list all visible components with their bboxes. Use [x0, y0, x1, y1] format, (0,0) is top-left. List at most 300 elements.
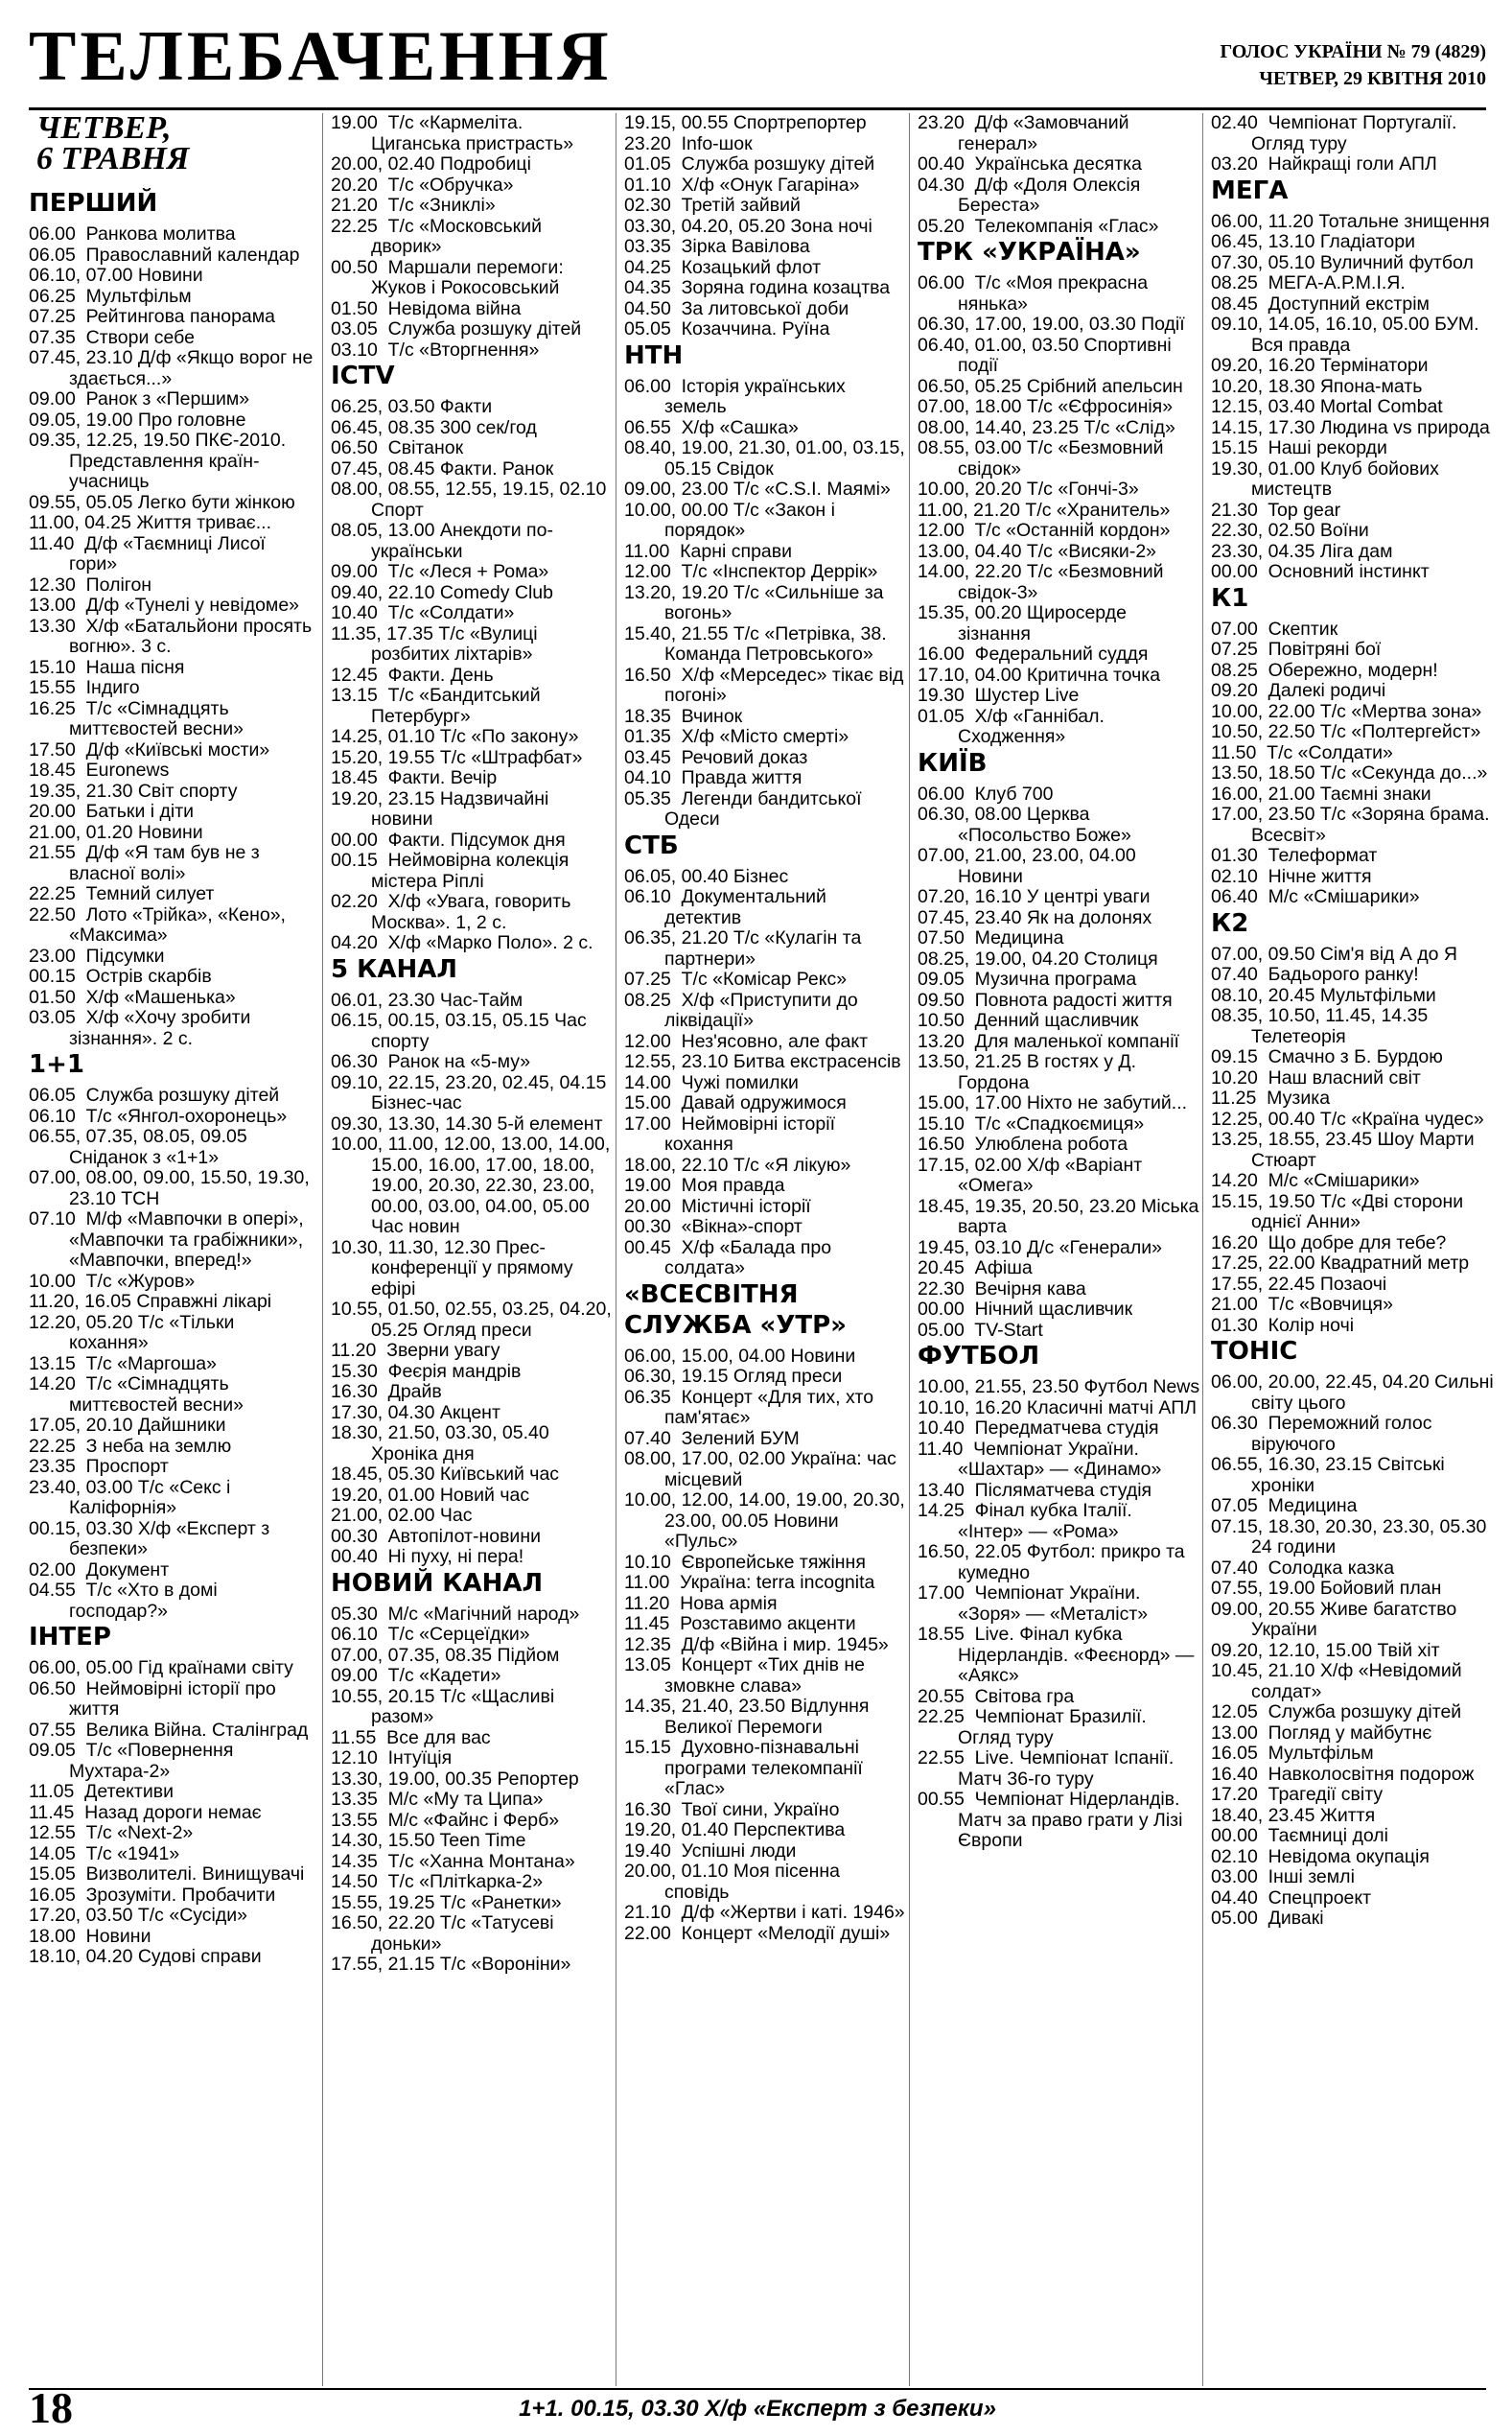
program-entry: 22.55 Live. Чемпіонат Іспанії. Матч 36-го туру [918, 1747, 1179, 1790]
channel-section [918, 113, 1201, 237]
program-entry: 16.05 Мультфільм [1211, 1743, 1374, 1764]
program-entry: 09.00 Т/с «Леся + Рома» [331, 561, 549, 582]
program-entry: 05.35 Легенди бандитської Одеси [624, 787, 867, 830]
column-4 [909, 112, 1204, 2386]
program-entry: 07.00, 07.35, 08.35 Підйом [331, 1644, 560, 1666]
program-entry: 03.45 Речовий доказ [624, 746, 808, 768]
program-entry: 20.00 Батьки і діти [29, 801, 195, 822]
program-entry: 04.40 Спецпроект [1211, 1886, 1372, 1909]
program-entry: 04.25 Козацький флот [624, 256, 822, 278]
program-entry: 16.00, 21.00 Таємні знаки [1211, 783, 1431, 805]
program-entry: 06.25 Мультфільм [29, 285, 192, 307]
program-entry: 10.00, 20.20 Т/с «Гончі-3» [918, 479, 1139, 500]
program-entry: 17.30, 04.30 Акцент [331, 1401, 500, 1423]
channel-name: НТН [624, 340, 684, 370]
program-entry: 08.45 Доступний екстрім [1211, 293, 1430, 315]
channel-section [331, 1568, 615, 1976]
program-entry: 03.30, 04.20, 05.20 Зона ночі [624, 215, 872, 237]
day-heading [36, 110, 316, 176]
program-entry: 07.55, 19.00 Бойовий план [1211, 1578, 1442, 1599]
program-entry: 12.00 Нез'ясовно, але факт [624, 1030, 869, 1052]
program-entry: 11.20 Зверни увагу [331, 1340, 500, 1361]
program-entry: 20.00, 02.40 Подробиці [331, 153, 531, 175]
program-entry: 07.00, 21.00, 23.00, 04.00 Новини [918, 845, 1142, 887]
program-entry: 12.05 Служба розшуку дітей [1211, 1701, 1462, 1722]
program-entry: 10.55, 01.50, 02.55, 03.25, 04.20, 05.25 Огляд преси [331, 1299, 617, 1341]
program-entry: 21.00, 01.20 Новини [29, 821, 203, 843]
program-entry: 22.25 Т/с «Московський дворик» [331, 215, 547, 257]
program-entry: 21.00, 02.00 Час [331, 1505, 473, 1526]
program-entry: 06.00, 15.00, 04.00 Новини [624, 1345, 856, 1367]
program-entry: 14.35 Т/с «Ханна Монтана» [331, 1850, 575, 1872]
program-entry: 03.20 Найкращі голи АПЛ [1211, 153, 1437, 175]
program-entry: 14.00, 22.20 Т/с «Безмовний свідок-3» [918, 561, 1169, 603]
program-entry: 15.10 Наша пісня [29, 656, 185, 678]
program-entry: 08.00, 17.00, 02.00 Україна: час місцевий [624, 1448, 902, 1490]
channel-name: МЕГА [1211, 176, 1289, 205]
channel-section [624, 340, 911, 831]
column-5 [1202, 112, 1500, 2386]
program-entry: 16.05 Зрозуміти. Пробачити [29, 1884, 276, 1906]
channel-name: ТРК «УКРАЇНА» [918, 238, 1141, 267]
program-entry: 16.50 Улюблена робота [918, 1134, 1128, 1155]
program-entry: 05.05 Козаччина. Руїна [624, 318, 830, 340]
program-entry: 09.00 Т/с «Кадети» [331, 1665, 501, 1686]
program-entry: 06.30, 17.00, 19.00, 03.30 Події [918, 314, 1185, 335]
program-entry: 06.30 Ранок на «5-му» [331, 1051, 531, 1072]
program-entry: 17.20, 03.50 Т/с «Сусіди» [29, 1905, 248, 1926]
program-entry: 02.00 Документ [29, 1558, 170, 1581]
program-entry: 13.20 Для маленької компанії [918, 1030, 1179, 1052]
program-entry: 13.00, 04.40 Т/с «Висяки-2» [918, 540, 1157, 562]
program-entry: 00.40 Українська десятка [918, 153, 1142, 175]
program-entry: 10.10, 16.20 Класичні матчі АПЛ [918, 1396, 1198, 1418]
program-entry: 19.20, 01.40 Перспектива [624, 1819, 846, 1840]
program-entry: 06.15, 00.15, 03.15, 05.15 Час спорту [331, 1010, 593, 1052]
program-entry: 23.35 Проспорт [29, 1456, 169, 1477]
program-entry: 12.35 Д/ф «Війна і мир. 1945» [624, 1633, 889, 1655]
program-entry: 15.15 Наші рекорди [1211, 437, 1387, 458]
program-entry: 09.00, 23.00 Т/с «C.S.I. Маямі» [624, 479, 891, 500]
program-entry: 05.20 Телекомпанія «Глас» [918, 215, 1159, 237]
program-entry: 07.40 Зелений БУМ [624, 1427, 800, 1449]
channel-section [1211, 1336, 1500, 1930]
program-entry: 19.45, 03.10 Д/с «Генерали» [918, 1236, 1163, 1258]
program-entry: 15.20, 19.55 Т/с «Штрафбат» [331, 746, 583, 768]
program-entry: 07.55 Велика Війна. Сталінград [29, 1719, 309, 1741]
program-entry: 15.40, 21.55 Т/с «Петрівка, 38. Команда Петровського» [624, 622, 893, 665]
channel-section [918, 1341, 1201, 1852]
program-entry: 08.25, 19.00, 04.20 Столиця [918, 948, 1158, 970]
program-entry: 00.40 Ні пуху, ні пера! [331, 1546, 524, 1567]
program-entry: 06.50 Світанок [331, 437, 464, 458]
program-entry: 06.10 Т/с «Янгол-охоронець» [29, 1105, 288, 1127]
masthead-title: ТЕЛЕБАЧЕННЯ [29, 17, 613, 96]
channel-name: ТОНІС [1211, 1337, 1298, 1366]
program-entry: 09.55, 05.05 Легко бути жінкою [29, 491, 295, 513]
program-entry: 00.15 Острів скарбів [29, 966, 212, 987]
channel-section [1211, 176, 1495, 583]
program-entry: 16.00 Федеральний суддя [918, 644, 1149, 665]
program-entry: 06.00, 05.00 Гід країнами світу [29, 1657, 293, 1678]
program-entry: 23.20 Д/ф «Замовчаний генерал» [918, 112, 1134, 154]
program-entry: 06.10 Документальний детектив [624, 886, 832, 928]
program-entry: 19.20, 01.00 Новий час [331, 1484, 530, 1506]
program-entry: 08.00, 08.55, 12.55, 19.15, 02.10 Спорт [331, 479, 612, 521]
program-entry: 16.50 Х/ф «Мерседес» тікає від погоні» [624, 664, 909, 706]
channel-name: ПЕРШИЙ [29, 189, 158, 218]
program-entry: 01.10 Х/ф «Онук Гагаріна» [624, 174, 860, 196]
program-entry: 00.00 Нічний щасливчик [918, 1299, 1133, 1320]
program-entry: 04.55 Т/с «Хто в домі господар?» [29, 1580, 223, 1622]
program-entry: 06.10 Т/с «Серцеїдки» [331, 1624, 530, 1645]
day-heading-weekday: ЧЕТВЕР, [36, 110, 172, 146]
channel-section [624, 113, 908, 340]
program-entry: 17.25, 22.00 Квадратний метр [1211, 1253, 1470, 1274]
program-entry: 10.20 Наш власний світ [1211, 1066, 1421, 1089]
program-entry: 09.20, 12.10, 15.00 Твій хіт [1211, 1639, 1440, 1661]
program-entry: 07.25 Рейтингова панорама [29, 306, 276, 327]
program-entry: 13.30, 19.00, 00.35 Репортер [331, 1768, 579, 1790]
program-entry: 13.50, 21.25 В гостях у Д. Гордона [918, 1051, 1142, 1093]
program-entry: 20.00 Містичні історії [624, 1195, 811, 1217]
channel-section [918, 237, 1201, 748]
program-entry: 15.15 Духовно-пізнавальні програми телекомпанії «Глас» [624, 1737, 869, 1799]
program-entry: 08.40, 19.00, 21.30, 01.00, 03.15, 05.15 Свідок [624, 437, 911, 480]
program-entry: 07.30, 05.10 Вуличний футбол [1211, 251, 1474, 273]
program-entry: 12.10 Інтуїція [331, 1747, 453, 1768]
channel-name: ІНТЕР [29, 1623, 111, 1651]
program-entry: 21.55 Д/ф «Я там був не з власної волі» [29, 842, 266, 884]
program-entry: 19.30 Шустер Live [918, 685, 1080, 706]
column-3 [616, 112, 911, 2386]
program-entry: 06.00 Ранкова молитва [29, 223, 236, 245]
program-entry: 23.20 Info-шок [624, 132, 753, 154]
program-entry: 09.10, 22.15, 23.20, 02.45, 04.15 Бізнес-час [331, 1071, 612, 1113]
program-entry: 07.10 М/ф «Мавпочки в опері», «Мавпочки та грабіжники», «Мавпочки, вперед!» [29, 1208, 310, 1271]
program-entry: 10.00, 22.00 Т/с «Мертва зона» [1211, 700, 1482, 722]
program-entry: 02.20 Х/ф «Увага, говорить Москва». 1, 2 с. [331, 891, 576, 933]
program-entry: 17.55, 22.45 Позаочі [1211, 1273, 1387, 1295]
page-number: 18 [29, 2383, 73, 2432]
program-entry: 12.55 Т/с «Next-2» [29, 1822, 194, 1843]
program-entry: 11.45 Розставимо акценти [624, 1613, 856, 1634]
program-entry: 06.55, 16.30, 23.15 Світські хроніки [1211, 1454, 1451, 1496]
program-entry: 08.00, 14.40, 23.25 Т/с «Слід» [918, 416, 1175, 438]
program-entry: 01.50 Невідома війна [331, 297, 522, 319]
program-entry: 22.25 З неба на землю [29, 1435, 232, 1457]
program-entry: 07.00, 09.50 Сім'я від А до Я [1211, 943, 1458, 965]
program-entry: 12.15, 03.40 Mortal Combat [1211, 396, 1443, 417]
program-entry: 12.00 Т/с «Інспектор Деррік» [624, 561, 878, 582]
program-entry: 17.10, 04.00 Критична точка [918, 664, 1161, 686]
program-entry: 18.00 Новини [29, 1925, 151, 1947]
program-entry: 18.10, 04.20 Судові справи [29, 1946, 262, 1967]
program-entry: 13.40 Післяматчева студія [918, 1479, 1152, 1501]
program-entry: 06.45, 08.35 300 сек/год [331, 416, 537, 438]
program-entry: 06.00 Історія українських земель [624, 375, 851, 417]
program-entry: 22.50 Лото «Трійка», «Кено», «Максима» [29, 903, 291, 946]
program-entry: 09.50 Повнота радості життя [918, 989, 1173, 1011]
channel-name: К1 [1211, 583, 1249, 613]
program-entry: 20.45 Афіша [918, 1257, 1033, 1278]
program-entry: 19.35, 21.30 Світ спорту [29, 780, 238, 802]
program-entry: 14.25 Фінал кубка Італії. «Інтер» — «Рома» [918, 1500, 1138, 1542]
program-entry: 09.20, 16.20 Термінатори [1211, 355, 1429, 376]
program-entry: 12.25, 00.40 Т/с «Країна чудес» [1211, 1108, 1484, 1130]
program-entry: 11.25 Музика [1211, 1088, 1331, 1109]
channel-section [29, 1622, 316, 1968]
program-entry: 07.45, 08.45 Факти. Ранок [331, 457, 554, 480]
program-entry: 06.30 Переможний голос віруючого [1211, 1413, 1437, 1455]
program-entry: 10.45, 21.10 Х/ф «Невідомий солдат» [1211, 1660, 1468, 1702]
program-entry: 10.00, 12.00, 14.00, 19.00, 20.30, 23.00, 00.05 Новини «Пульс» [624, 1489, 911, 1552]
program-entry: 10.00, 21.55, 23.50 Футбол News [918, 1376, 1200, 1397]
program-entry: 12.30 Полігон [29, 574, 152, 596]
program-entry: 21.30 Top gear [1211, 499, 1341, 521]
program-entry: 20.20 Т/с «Обручка» [331, 174, 514, 196]
program-entry: 11.20, 16.05 Справжні лікарі [29, 1291, 272, 1312]
program-entry: 10.30, 11.30, 12.30 Прес-конференції у прямому ефірі [331, 1236, 579, 1300]
program-entry: 13.55 М/с «Файнс і Ферб» [331, 1809, 560, 1831]
program-entry: 16.30 Драйв [331, 1381, 442, 1402]
program-entry: 11.00, 04.25 Життя триває... [29, 512, 271, 533]
program-entry: 06.00, 20.00, 22.45, 04.20 Сильні світу цього [1211, 1371, 1500, 1414]
program-entry: 00.00 Факти. Підсумок дня [331, 829, 566, 851]
program-entry: 03.05 Х/ф «Хочу зробити зізнання». 2 с. [29, 1007, 256, 1049]
program-entry: 17.00 Неймовірні історії кохання [624, 1113, 841, 1155]
program-entry: 11.50 Т/с «Солдати» [1211, 741, 1393, 763]
program-entry: 08.25 Обережно, модерн! [1211, 659, 1438, 681]
channel-name: ФУТБОЛ [918, 1342, 1040, 1370]
program-entry: 06.55, 07.35, 08.05, 09.05 Сніданок з «1+1» [29, 1126, 253, 1168]
channel-section [29, 188, 316, 1049]
program-entry: 13.15 Т/с «Маргоша» [29, 1352, 217, 1374]
program-entry: 23.00 Підсумки [29, 945, 165, 967]
program-entry: 03.35 Зірка Вавілова [624, 236, 810, 257]
channel-name: «ВСЕСВІТНЯ СЛУЖБА «УТР» [624, 1279, 847, 1340]
channel-name: КИЇВ [918, 748, 988, 778]
program-entry: 18.35 Вчинок [624, 705, 743, 727]
program-entry: 19.15, 00.55 Спортрепортер [624, 112, 867, 133]
program-entry: 13.05 Концерт «Тих днів не змовкне слава» [624, 1654, 871, 1697]
program-entry: 14.05 Т/с «1941» [29, 1842, 180, 1864]
program-entry: 04.35 Зоряна година козацтва [624, 277, 891, 298]
program-entry: 07.50 Медицина [918, 927, 1064, 949]
program-entry: 17.05, 20.10 Дайшники [29, 1415, 226, 1436]
program-entry: 02.30 Третій зайвий [624, 195, 801, 216]
program-entry: 20.00, 01.10 Моя пісенна сповідь [624, 1861, 846, 1903]
program-entry: 10.00 Т/с «Журов» [29, 1270, 196, 1292]
program-entry: 07.05 Медицина [1211, 1495, 1358, 1516]
column-1 [29, 110, 318, 2386]
program-entry: 17.00 Чемпіонат України. «Зоря» — «Металіст» [918, 1582, 1149, 1625]
program-entry: 08.25 Х/ф «Приступити до ліквідації» [624, 989, 864, 1031]
program-entry: 18.40, 23.45 Життя [1211, 1804, 1376, 1826]
program-entry: 11.00 Україна: terra incognita [624, 1572, 875, 1593]
program-entry: 09.00 Ранок з «Першим» [29, 388, 250, 410]
program-entry: 08.10, 20.45 Мультфільми [1211, 984, 1436, 1006]
program-entry: 09.05 Музична програма [918, 969, 1137, 990]
issue-date: ЧЕТВЕР, 29 КВІТНЯ 2010 [1259, 68, 1486, 89]
program-entry: 21.00 Т/с «Вовчиця» [1211, 1294, 1393, 1315]
program-entry: 10.40 Т/с «Солдати» [331, 602, 515, 623]
program-entry: 04.30 Д/ф «Доля Олексія Береста» [918, 174, 1146, 216]
program-entry: 04.50 За литовської доби [624, 297, 849, 319]
program-entry: 16.40 Навколосвітня подорож [1211, 1763, 1475, 1785]
program-entry: 00.50 Маршали перемоги: Жуков і Рокосовський [331, 256, 570, 298]
program-entry: 06.45, 13.10 Гладіатори [1211, 231, 1415, 252]
program-entry: 02.10 Невідома окупація [1211, 1845, 1430, 1867]
newspaper-name: ГОЛОС УКРАЇНИ № 79 (4829) [1220, 41, 1486, 62]
issue-info [1220, 38, 1486, 92]
program-entry: 01.35 Х/ф «Місто смерті» [624, 726, 849, 747]
program-entry: 15.35, 00.20 Щиросерде зізнання [918, 602, 1132, 644]
program-entry: 15.00 Давай одружимося [624, 1092, 847, 1113]
program-entry: 01.05 Служба розшуку дітей [624, 153, 875, 175]
program-entry: 00.15 Неймовірна колекція містера Ріплі [331, 850, 574, 892]
program-entry: 05.30 М/с «Магічний народ» [331, 1603, 580, 1625]
program-entry: 19.00 Моя правда [624, 1175, 785, 1196]
program-entry: 09.15 Смачно з Б. Бурдою [1211, 1046, 1443, 1067]
program-entry: 07.00 Скептик [1211, 618, 1338, 640]
channel-section [331, 361, 615, 954]
program-entry: 01.30 Колір ночі [1211, 1314, 1355, 1336]
program-entry: 09.40, 22.10 Comedy Club [331, 581, 553, 603]
program-entry: 20.55 Світова гра [918, 1685, 1075, 1707]
program-entry: 00.00 Таємниці долі [1211, 1825, 1388, 1846]
program-entry: 14.25, 01.10 Т/с «По закону» [331, 726, 579, 747]
program-entry: 18.00, 22.10 Т/с «Я лікую» [624, 1154, 851, 1176]
program-entry: 06.05 Православний календар [29, 244, 300, 266]
program-entry: 06.50, 05.25 Срібний апельсин [918, 375, 1183, 397]
channel-section [331, 113, 615, 361]
channel-name: 5 КАНАЛ [331, 954, 457, 984]
program-entry: 21.20 Т/с «Зниклі» [331, 195, 496, 216]
program-entry: 11.45 Назад дороги немає [29, 1801, 262, 1823]
program-entry: 06.35, 21.20 Т/с «Кулагін та партнери» [624, 927, 867, 970]
program-entry: 08.05, 13.00 Анекдоти по-українськи [331, 520, 553, 562]
program-entry: 06.00 Клуб 700 [918, 783, 1054, 805]
program-entry: 13.15 Т/с «Бандитський Петербург» [331, 685, 547, 727]
program-entry: 01.30 Телеформат [1211, 845, 1378, 866]
program-entry: 22.00 Концерт «Мелодії душі» [624, 1922, 891, 1944]
program-entry: 17.50 Д/ф «Київські мости» [29, 738, 270, 761]
program-entry: 18.45, 19.35, 20.50, 23.20 Міська варта [918, 1195, 1204, 1237]
program-entry: 11.00 Карні справи [624, 540, 793, 562]
program-entry: 00.00 Основний інстинкт [1211, 561, 1430, 582]
program-entry: 16.50, 22.05 Футбол: прикро та кумедно [918, 1541, 1191, 1583]
program-entry: 13.30 Х/ф «Батальйони просять вогню». 3 с. [29, 615, 317, 657]
program-entry: 09.00, 20.55 Живе багатство України [1211, 1598, 1462, 1640]
page-header [29, 17, 1486, 105]
program-entry: 12.45 Факти. День [331, 664, 494, 686]
program-entry: 16.25 Т/с «Сімнадцять миттєвостей весни» [29, 697, 244, 739]
program-entry: 17.00, 23.50 Т/с «Зоряна брама. Всесвіт» [1211, 804, 1495, 846]
program-entry: 06.50 Неймовірні історії про життя [29, 1677, 282, 1720]
program-entry: 21.10 Д/ф «Жертви і каті. 1946» [624, 1902, 905, 1923]
program-entry: 07.40 Бадьорого ранку! [1211, 964, 1419, 985]
program-entry: 00.15, 03.30 Х/ф «Експерт з безпеки» [29, 1517, 275, 1559]
program-entry: 13.25, 18.55, 23.45 Шоу Марти Стюарт [1211, 1129, 1480, 1171]
program-entry: 11.40 Д/ф «Таємниці Лисої гори» [29, 532, 271, 574]
program-entry: 07.00, 18.00 Т/с «Єфросинія» [918, 396, 1174, 417]
program-entry: 18.55 Live. Фінал кубка Нідерландів. «Феєнорд» — «Аякс» [918, 1624, 1199, 1686]
program-entry: 10.00, 00.00 Т/с «Закон і порядок» [624, 499, 841, 541]
program-entry: 15.55 Індиго [29, 677, 140, 698]
program-entry: 10.10 Європейське тяжіння [624, 1551, 866, 1573]
program-entry: 18.45 Факти. Вечір [331, 767, 498, 788]
program-entry: 22.30 Вечірня кава [918, 1277, 1086, 1300]
program-entry: 07.35 Створи себе [29, 326, 195, 348]
program-entry: 10.40 Передматчева студія [918, 1417, 1159, 1439]
program-entry: 06.40, 01.00, 03.50 Спортивні події [918, 334, 1177, 376]
program-entry: 07.45, 23.40 Як на долонях [918, 906, 1152, 928]
program-entry: 22.25 Чемпіонат Бразилії. Огляд туру [918, 1706, 1152, 1748]
program-entry: 07.00, 08.00, 09.00, 15.50, 19.30, 23.10 ТСН [29, 1167, 315, 1209]
column-2 [322, 113, 615, 2386]
program-entry: 02.40 Чемпіонат Португалії. Огляд туру [1211, 112, 1462, 154]
program-entry: 15.00, 17.00 Ніхто не забутий... [918, 1092, 1188, 1113]
program-entry: 14.20 Т/с «Сімнадцять миттєвостей весни» [29, 1373, 244, 1416]
program-entry: 16.30 Твої сини, Україно [624, 1798, 840, 1820]
program-entry: 08.25 МЕГА-А.Р.М.І.Я. [1211, 272, 1406, 293]
program-entry: 17.15, 02.00 Х/ф «Варіант «Омега» [918, 1154, 1148, 1196]
program-entry: 09.35, 12.25, 19.50 ПКЄ-2010. Представлення країн-учасниць [29, 430, 291, 492]
program-entry: 01.05 Х/ф «Ганнібал. Сходження» [918, 705, 1110, 747]
program-entry: 09.30, 13.30, 14.30 5-й елемент [331, 1113, 603, 1135]
program-entry: 07.45, 23.10 Д/ф «Якщо ворог не здається...» [29, 347, 318, 389]
channel-section [624, 1279, 911, 1945]
channel-name: ICTV [331, 362, 395, 390]
program-entry: 03.00 Інші землі [1211, 1866, 1355, 1887]
program-entry: 06.40 М/с «Смішарики» [1211, 886, 1420, 907]
footer-promo: 1+1. 00.15, 03.30 Х/ф «Експерт з безпеки» [519, 2396, 996, 2422]
program-entry: 15.15, 19.50 Т/с «Дві сторони однієї Анни» [1211, 1190, 1469, 1232]
program-entry: 22.30, 02.50 Воїни [1211, 520, 1369, 541]
program-entry: 18.45 Euronews [29, 760, 170, 781]
program-entry: 10.55, 20.15 Т/с «Щасливі разом» [331, 1685, 560, 1727]
program-entry: 09.05 Т/с «Повернення Мухтара-2» [29, 1740, 239, 1782]
program-entry: 04.20 Х/ф «Марко Поло». 2 с. [331, 932, 593, 953]
program-entry: 18.30, 21.50, 03.30, 05.40 Хроніка дня [331, 1422, 555, 1464]
program-entry: 05.00 Дивакі [1211, 1908, 1324, 1929]
program-entry: 13.20, 19.20 Т/с «Сильніше за вогонь» [624, 581, 889, 623]
program-entry: 19.40 Успішні люди [624, 1839, 797, 1862]
program-entry: 15.55, 19.25 Т/с «Ранетки» [331, 1891, 562, 1913]
program-entry: 17.55, 21.15 Т/с «Вороніни» [331, 1954, 571, 1975]
program-entry: 05.00 TV-Start [918, 1319, 1043, 1341]
program-entry: 09.10, 14.05, 16.10, 05.00 БУМ. Вся правда [1211, 314, 1484, 356]
program-entry: 03.10 Т/с «Вторгнення» [331, 339, 540, 361]
program-entry: 07.15, 18.30, 20.30, 23.30, 05.30 24 години [1211, 1515, 1492, 1558]
program-entry: 03.05 Служба розшуку дітей [331, 318, 582, 340]
program-entry: 12.55, 23.10 Битва екстрасенсів [624, 1051, 901, 1072]
program-entry: 08.55, 03.00 Т/с «Безмовний свідок» [918, 437, 1169, 480]
program-entry: 11.40 Чемпіонат України. «Шахтар» — «Динамо» [918, 1438, 1162, 1480]
program-entry: 06.10, 07.00 Новини [29, 265, 203, 286]
program-entry: 06.30, 08.00 Церква «Посольство Боже» [918, 804, 1131, 846]
program-entry: 12.00 Т/с «Останній кордон» [918, 520, 1171, 541]
program-entry: 09.05, 19.00 Про головне [29, 409, 246, 431]
program-entry: 06.30, 19.15 Огляд преси [624, 1366, 843, 1387]
program-entry: 10.50, 22.50 Т/с «Полтергейст» [1211, 721, 1481, 742]
program-entry: 06.00 Т/с «Моя прекрасна нянька» [918, 272, 1153, 315]
program-entry: 10.00, 11.00, 12.00, 13.00, 14.00, 15.00, 16.00, 17.00, 18.00, 19.00, 20.30, 22.30, 23.00, 00.00, 03.00, 04.00, 05.00 Час новин [331, 1134, 616, 1237]
day-heading-date: 6 ТРАВНЯ [36, 141, 190, 176]
program-entry: 18.45, 05.30 Київський час [331, 1464, 560, 1485]
channel-section [624, 831, 908, 1279]
